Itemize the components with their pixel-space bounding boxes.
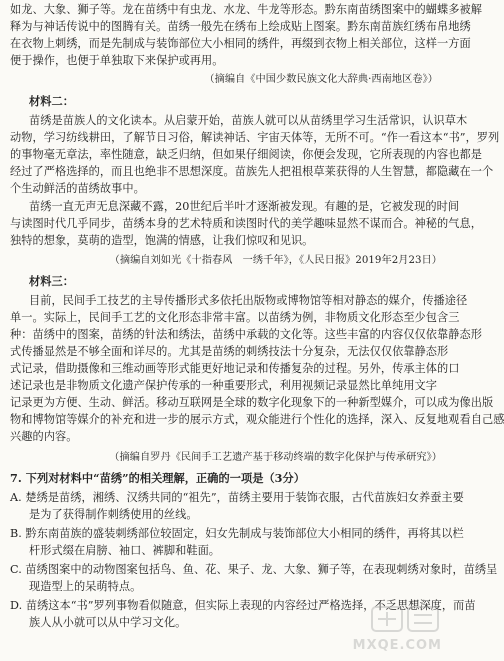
paragraph-line: 目前，民间手工技艺的主导传播形式多依托出版物或博物馆等相对静态的媒介，传播途径 bbox=[29, 294, 468, 307]
text-line: 的事物毫无章法，率性随意，缺乏归纳，但如果仔细阅读，你便会发现，它所表现的内容也都是 bbox=[10, 148, 482, 161]
text-line: 在衣物上刺绣，而是先制成与装饰部位大小相同的绣件，再缀到衣物上相关部位，这样一方面 bbox=[10, 37, 471, 50]
option-a-continued: 是为了获得制作刺绣使用的丝线。 bbox=[29, 508, 198, 521]
text-line: 式记录，借助摄像和三维动画等形式能更好地记录和传播复杂的过程。另外，传承主体的口 bbox=[10, 362, 460, 375]
text-line: 如龙、大象、狮子等。龙在苗绣中有虫龙、水龙、牛龙等形态。黔东南苗绣图案中的蝴蝶多被解 bbox=[10, 3, 482, 16]
text-line: 述记录也是非物质文化遗产保护传承的一种重要形式，利用视频记录显然比单纯用文字 bbox=[10, 379, 438, 392]
text-line: 种：苗绣中的图案，苗绣的针法和绣法，苗绣中承载的文化等。这些丰富的内容仅仅依靠静态形 bbox=[10, 328, 482, 341]
text-line: 物和博物馆等媒介的补充和进一步的展示方式，观众能进行个性化的选择，深入、反复地观看自己感 bbox=[10, 413, 504, 426]
option-c[interactable]: C. 苗绣图案中的动物图案包括鸟、鱼、花、果子、龙、大象、狮子等，在表现刺绣对象时，苗绣呈 bbox=[10, 563, 498, 576]
option-c-continued: 现造型上的呆萌特点。 bbox=[29, 580, 142, 593]
text-line: 释为与神话传说中的图腾有关。苗绣一般先在绣布上绘成贴上图案。黔东南苗族红绣布帛地绣 bbox=[10, 20, 471, 33]
text-line: 记录更为方便、生动、鲜活。移动互联网是全球的数字化现象下的一种新型媒介，可以成为像出版 bbox=[10, 396, 494, 409]
text-line: 个生动鲜活的苗绣故事中。 bbox=[10, 182, 145, 195]
question-stem: 7. 下列对材料中“苗绣”的相关理解，正确的一项是（3分） bbox=[10, 471, 305, 485]
text-line: 独特的想象，莫萌的造型，饱满的情感，让我们惊叹和见识。 bbox=[10, 234, 314, 247]
option-b-continued: 杆形式缀在肩膀、袖口、裤脚和鞋面。 bbox=[29, 544, 221, 557]
source-citation: （摘编自刘如光《十指春风 一绣千年》，《人民日报》2019年2月23日） bbox=[109, 255, 442, 266]
text-line: 式传播显然是不够全面和详尽的。尤其是苗绣的刺绣技法十分复杂，无法仅仅依靠静态形 bbox=[10, 345, 449, 358]
option-d[interactable]: D. 苗绣这本“书”罗列事物看似随意，但实际上表现的内容经过严格选择，不乏思想深度，而苗 bbox=[10, 599, 476, 612]
section-heading: 材料三： bbox=[29, 274, 74, 288]
option-d-continued: 族人从小就可以从中学习文化。 bbox=[29, 616, 187, 629]
source-citation: （摘编自《中国少数民族文化大辞典·西南地区卷》） bbox=[204, 74, 438, 85]
text-line: 与读图时代几乎同步，苗绣本身的艺术特质和读图时代的美学趣味显然不谋而合。神秘的气息， bbox=[10, 217, 482, 230]
text-line: 单一。实际上，民间手工艺的文化形态非常丰富。以苗绣为例，非物质文化形态至少包含三 bbox=[10, 311, 460, 324]
text-line: 便于操作，也便于单独取下来保护或再用。 bbox=[10, 54, 224, 67]
section-heading: 材料二： bbox=[29, 94, 74, 108]
paragraph-line: 苗绣是苗族人的文化读本。从启蒙开始，苗族人就可以从苗绣里学习生活常识，认识草木 bbox=[29, 114, 468, 127]
option-a[interactable]: A. 楚绣是苗绣，湘绣、汉绣共同的“祖先”，苗绣主要用于装饰衣服，古代苗族妇女养蚕主要 bbox=[10, 491, 464, 504]
source-citation: （摘编自罗丹《民间手工艺遗产基于移动终端的数字化保护与传承研究》） bbox=[109, 452, 442, 463]
text-line: 兴趣的内容。 bbox=[10, 430, 78, 443]
text-line: 动物，学习纺线耕田，了解节日习俗，解读神话、宇宙天体等，无所不可。“作一看这本“书”，罗列 bbox=[10, 131, 500, 144]
watermark-text: MXQE.COM bbox=[352, 638, 442, 653]
paragraph-line: 苗绣一直无声无息深藏不露，20世纪后半叶才逐渐被发现。有趣的是，它被发现的时间 bbox=[29, 200, 460, 213]
option-b[interactable]: B. 黔东南苗族的盛装刺绣部位较固定，妇女先制成与装饰部位大小相同的绣件，再将其以栏 bbox=[10, 527, 464, 540]
text-line: 经过了严格选择的，而且也绝非不思想深度。苗族先人把祖根草莱获得的人生智慧，都隐藏在一个 bbox=[10, 165, 494, 178]
